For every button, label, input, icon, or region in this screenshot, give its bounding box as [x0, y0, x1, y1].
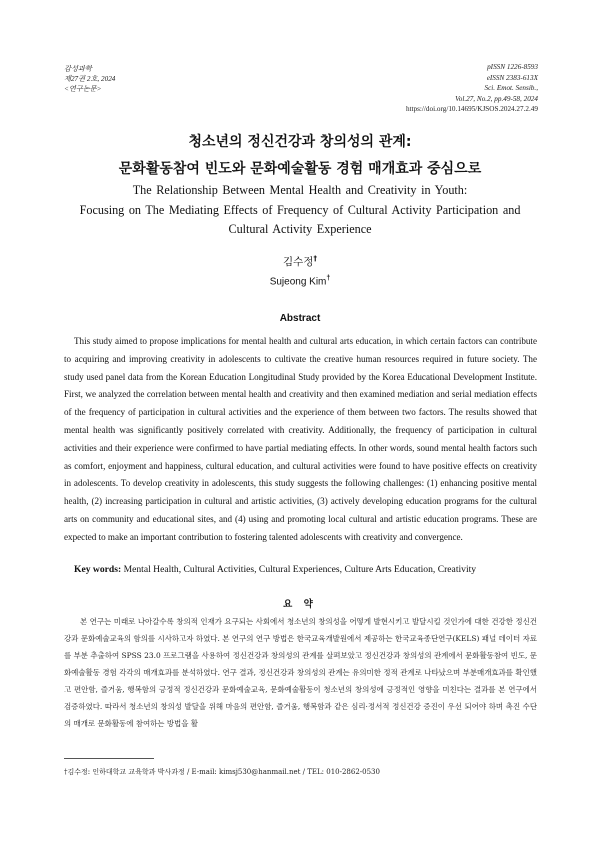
- journal-name-en: Sci. Emot. Sensib.,: [484, 84, 538, 93]
- footnote-divider: [64, 758, 154, 759]
- title-en-line1: The Relationship Between Mental Health and Creativity in Youth:: [132, 183, 468, 197]
- journal-name-ko: 감성과학: [64, 65, 92, 73]
- author-name-en: [0, 275, 600, 287]
- author-mark-en: †: [326, 275, 331, 282]
- author-en-text: Sujeong Kim: [269, 276, 327, 288]
- pissn: pISSN 1226-8593: [487, 63, 538, 71]
- abstract-text: This study aimed to propose implications for mental health and cultural arts education, in which certain factors can contribute to acquiring and improving creativity in adolescents to cultivate the creative human resources required in future society. The study used panel data from the Korean Education Longitudinal Study provided by the Korea Educational Development Institute. First, we analyzed the correlation between mental health and creativity and then examined mediation and serial mediation effects of the frequency of participation in cultural activities and the experience of them between two factors. The results showed that mental health was significantly positively correlated with creativity. Additionally, the frequency of participation in cultural activities and their experience were confirmed to have partial mediating effects. In other words, sound mental health factors such as comfort, enjoyment and happiness, cultural education, and cultural activities were found to have positive effects on creativity in adolescents. To develop creativity in adolescents, this study suggests the following challenges: (1) enhancing positive mental health, (2) increasing participation in cultural and artistic activities, (3) actively developing education programs for the cultural arts on community and educational sites, and (4) using and promoting local cultural and artistic education programs. These are expected to make an important contribution to fostering talented adolescents with creativity and convergence.: [64, 336, 537, 542]
- title-ko-line1: 청소년의 정신건강과 창의성의 관계:: [188, 134, 412, 150]
- journal-header-right: [406, 62, 538, 115]
- korean-abstract-text: 본 연구는 미래로 나아갈수록 창의적 인재가 요구되는 사회에서 청소년의 창의성을 어떻게 발현시키고 발달시킬 것인가에 대한 건강한 정신건강과 문화예술교육의 함의를 시사하고자 하였다. 본 연구의 연구 방법은 한국교육개발원에서 제공하는 한국교육종단연구(KELS) 패널 데이터 자료를 부분 추출하여 SPSS 23.0 프로그램을 사용하여 정신건강과 창의성의 관계를 살펴보았고 정신건강과 창의성의 관계에서 문화활동참여 빈도, 문화예술활동 경험 각각의 매개효과를 분석하였다. 연구 결과, 정신건강과 창의성의 관계는 유의미한 정적 관계로 나타났으며 부분매개효과를 확인했고 편안함, 즐거움, 행복함의 긍정적 정신건강과 문화예술교육, 문화예술활동이 청소년의 창의성에 긍정적인 영향을 미친다는 결과를 본 연구에서 검증하였다. 따라서 청소년의 창의성 발달을 위해 마음의 편안함, 즐거움, 행복함과 같은 심리·정서적 정신건강 증진이 우선 되어야 하며 촉진 수단의 매개로 문화활동에 참여하는 방법을 활: [64, 617, 537, 728]
- doi-link[interactable]: https://doi.org/10.14695/KJSOS.2024.27.2.49: [405, 105, 538, 114]
- abstract-heading: Abstract: [279, 313, 321, 324]
- author-ko-text: 김수정: [283, 256, 314, 268]
- article-type: <연구논문>: [64, 85, 102, 93]
- title-en-line2: Focusing on The Mediating Effects of Frequency of Cultural Activity Participation and: [79, 203, 521, 217]
- author-name-ko: [0, 254, 600, 269]
- keywords-text: Mental Health, Cultural Activities, Cultural Experiences, Culture Arts Education, Creativity: [123, 564, 477, 575]
- author-footnote: †김수정: 인하대학교 교육학과 박사과정 / E-mail: kimsj530@hanmail.net / TEL: 010-2862-0530: [64, 768, 380, 776]
- journal-volume-en: Vol.27, No.2, pp.49-58, 2024: [455, 94, 538, 103]
- journal-volume-ko: 제27권 2호, 2024: [64, 75, 116, 83]
- title-ko-line2: 문화활동참여 빈도와 문화예술활동 경험 매개효과 중심으로: [118, 161, 482, 177]
- title-en-line3: Cultural Activity Experience: [228, 222, 372, 236]
- keywords-label: Key words:: [74, 564, 122, 575]
- korean-abstract-heading: 요 약: [283, 599, 317, 610]
- journal-header-left: [64, 64, 115, 94]
- author-mark: †: [313, 254, 317, 263]
- eissn: eISSN 2383-613X: [486, 73, 538, 82]
- keywords: [74, 564, 544, 575]
